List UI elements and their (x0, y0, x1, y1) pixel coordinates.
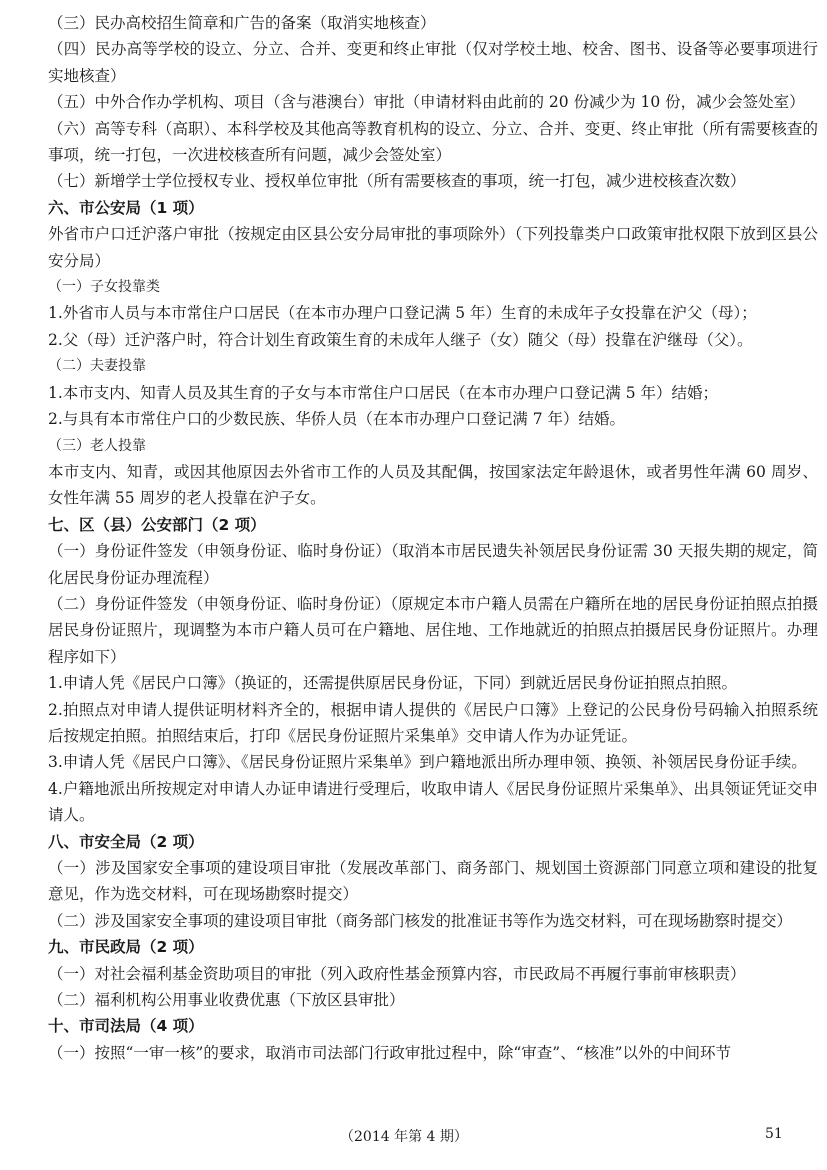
text-line: 1.本市支内、知青人员及其生育的子女与本市常住户口居民（在本市办理户口登记满 5 年）结婚； (48, 383, 719, 402)
text-line: （一）对社会福利基金资助项目的审批（列入政府性基金预算内容，市民政局不再履行事前审核职责） (48, 964, 746, 983)
text-line: （二）福利机构公用事业收费优惠（下放区县审批） (48, 991, 405, 1010)
text-line: （六）高等专科（高职）、本科学校及其他高等教育机构的设立、分立、合并、变更、终止审批（所有需要核查的事项，统一打包，一次进校核查所有问题，减少会签处室） (48, 119, 818, 165)
subsection-heading: （三）老人投靠 (48, 437, 146, 454)
section-heading: 六、市公安局（1 项） (48, 198, 204, 217)
text-line: 2.与具有本市常住户口的少数民族、华侨人员（在本市办理户口登记满 7 年）结婚。 (48, 410, 626, 429)
text-line: （一）按照“一审一核”的要求，取消市司法部门行政审批过程中，除“审查”、“核准”以外的中间环节 (48, 1043, 732, 1062)
text-line: （五）中外合作办学机构、项目（含与港澳台）审批（申请材料由此前的 20 份减少为 10 份，减少会签处室） (48, 93, 805, 112)
section-heading: 七、区（县）公安部门（2 项） (48, 515, 266, 534)
text-line: （一）身份证件签发（申领身份证、临时身份证）（取消本市居民遗失补领居民身份证需 30 天报失期的规定，简化居民身份证办理流程） (48, 542, 818, 587)
section-heading: 十、市司法局（4 项） (48, 1017, 204, 1036)
issue-label: （2014 年第 4 期） (340, 1129, 468, 1145)
text-line: 4.户籍地派出所按规定对申请人办证申请进行受理后，收取申请人《居民身份证照片采集单》、出具领证凭证交申请人。 (48, 779, 818, 825)
text-line: 1.申请人凭《居民户口簿》（换证的，还需提供原居民身份证，下同）到就近居民身份证拍照点拍照。 (48, 674, 738, 693)
text-line: （二）身份证件签发（申领身份证、临时身份证）（原规定本市户籍人员需在户籍所在地的居民身份证拍照点拍摄居民身份证照片，现调整为本市户籍人员可在户籍地、居住地、工作地就近的拍照点拍摄居民身份证照片。办理程序如下） (48, 594, 818, 666)
page-footer (0, 1126, 827, 1156)
section-heading: 九、市民政局（2 项） (48, 938, 204, 957)
document-body (48, 10, 818, 1066)
section-heading: 八、市安全局（2 项） (48, 832, 204, 851)
subsection-heading: （一）子女投靠类 (48, 279, 160, 296)
text-line: 2.拍照点对申请人提供证明材料齐全的，根据申请人提供的《居民户口簿》上登记的公民身份号码输入拍照系统后按规定拍照。拍照结束后，打印《居民身份证照片采集单》交申请人作为办证凭证。 (48, 700, 818, 745)
text-line: （一）涉及国家安全事项的建设项目审批（发展改革部门、商务部门、规划国土资源部门同意立项和建设的批复意见，作为选交材料，可在现场勘察时提交） (48, 859, 818, 904)
text-line: （二）涉及国家安全事项的建设项目审批（商务部门核发的批准证书等作为选交材料，可在现场勘察时提交） (48, 911, 793, 930)
text-line: 3.申请人凭《居民户口簿》、《居民身份证照片采集单》到户籍地派出所办理申领、换领、补领居民身份证手续。 (48, 753, 807, 772)
text-line: （七）新增学士学位授权专业、授权单位审批（所有需要核查的事项，统一打包，减少进校核查次数） (48, 172, 746, 191)
text-line: 2.父（母）迁沪落户时，符合计划生育政策生育的未成年人继子（女）随父（母）投靠在沪继母（父）。 (48, 330, 753, 349)
page-number: 51 (765, 1126, 783, 1142)
subsection-heading: （二）夫妻投靠 (48, 358, 146, 375)
text-line: （四）民办高等学校的设立、分立、合并、变更和终止审批（仅对学校土地、校舍、图书、设备等必要事项进行实地核查） (48, 40, 818, 85)
text-line: 外省市户口迁沪落户审批（按规定由区县公安分局审批的事项除外）（下列投靠类户口政策审批权限下放到区县公安分局） (48, 225, 818, 270)
text-line: （三）民办高校招生简章和广告的备案（取消实地核查） (48, 14, 436, 32)
text-line: 1.外省市人员与本市常住户口居民（在本市办理户口登记满 5 年）生育的未成年子女投靠在沪父（母）； (48, 304, 757, 323)
text-line: 本市支内、知青，或因其他原因去外省市工作的人员及其配偶，按国家法定年龄退休，或者男性年满 60 周岁、女性年满 55 周岁的老人投靠在沪子女。 (48, 462, 818, 508)
